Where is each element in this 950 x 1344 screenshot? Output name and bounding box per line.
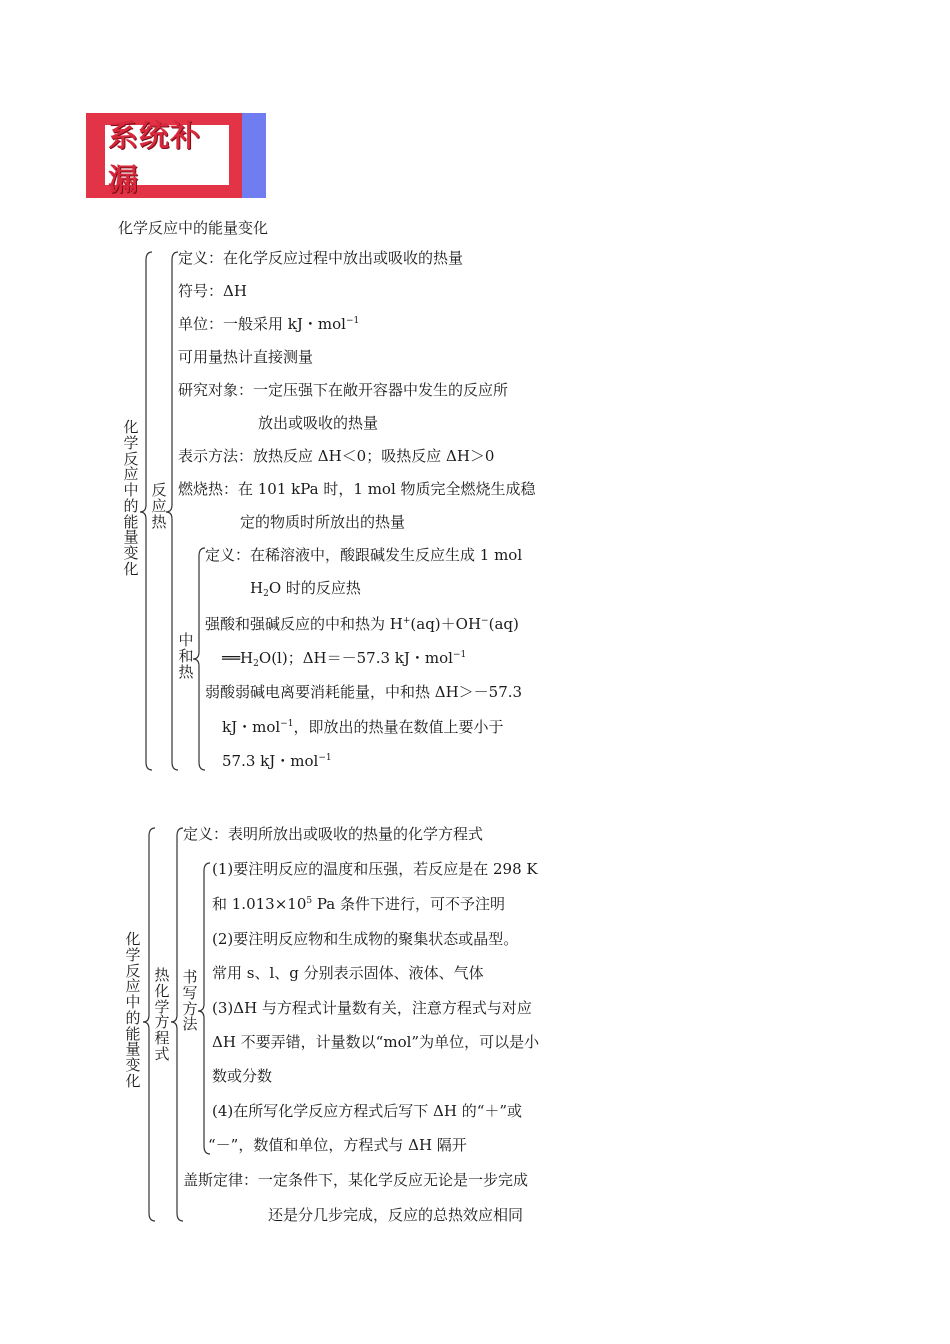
nh-definition-1: 定义：在稀溶液中，酸跟碱发生反应生成 1 mol	[205, 546, 523, 564]
nh-weak-2	[222, 720, 503, 735]
wm-rule-3a: (3)ΔH 与方程式计量数有关，注意方程式与对应	[212, 999, 532, 1017]
rh-object-2: 放出或吸收的热量	[258, 414, 379, 432]
wm-rule-3b: ΔH 不要弄错，计量数以“mol”为单位，可以是小	[212, 1033, 540, 1051]
nh-strong1-pre: 强酸和强碱反应的中和热为 H	[205, 615, 403, 633]
nh-strong2-pre: ══H	[222, 649, 254, 667]
writing-method-label: 书写方法	[182, 968, 198, 1034]
nh-weak3-text: 57.3 kJ・mol	[222, 752, 319, 770]
te-definition: 定义：表明所放出或吸收的热量的化学方程式	[183, 825, 484, 843]
nh-weak2-unit: kJ・mol	[222, 718, 281, 736]
nh-strong2-post: O(l)；ΔH＝－57.3 kJ・mol	[258, 649, 453, 667]
nh-strong1-sup2: −	[481, 616, 489, 626]
section2-outer-label: 化学反应中的能量变化	[125, 930, 141, 1090]
wm-rule1b-sup: 5	[306, 896, 313, 906]
hess-law-1: 盖斯定律：一定条件下，某化学反应无论是一步完成	[183, 1171, 529, 1189]
rh-unit	[178, 317, 359, 332]
combustion-heat-1: 燃烧热：在 101 kPa 时，1 mol 物质完全燃烧生成稳	[178, 480, 536, 498]
rh-expression: 表示方法：放热反应 ΔH＜0；吸热反应 ΔH＞0	[178, 447, 495, 465]
rh-definition: 定义：在化学反应过程中放出或吸收的热量	[178, 249, 464, 267]
nh-weak3-exp: −1	[318, 753, 332, 763]
thermo-equation-label: 热化学方程式	[154, 966, 170, 1063]
nh-definition-2	[250, 581, 361, 599]
nh-strong-2	[222, 651, 466, 669]
nh-strong2-sub: 2	[253, 659, 259, 669]
nh-weak2-post: ，即放出的热量在数值上要小于	[293, 718, 504, 736]
nh-def2-sub: 2	[263, 589, 269, 599]
combustion-heat-2: 定的物质时所放出的热量	[240, 513, 406, 531]
nh-def2-post: O 时的反应热	[268, 579, 361, 597]
reaction-heat-label: 反应热	[151, 481, 167, 531]
nh-weak-3	[222, 754, 332, 769]
wm-rule1b-post: Pa 条件下进行，可不予注明	[312, 895, 506, 913]
neutral-heat-label: 中和热	[178, 631, 194, 681]
page-heading: 化学反应中的能量变化	[118, 219, 269, 237]
nh-weak2-exp: −1	[280, 719, 294, 729]
rh-measure: 可用量热计直接测量	[178, 348, 314, 366]
nh-strong2-exp: −1	[452, 650, 467, 660]
wm-rule-2a: (2)要注明反应物和生成物的聚集状态或晶型。	[212, 930, 519, 948]
nh-strong-1	[205, 617, 519, 632]
hess-law-2: 还是分几步完成，反应的总热效应相同	[268, 1206, 524, 1224]
rh-unit-exp: −1	[345, 316, 360, 326]
wm-rule-3c: 数或分数	[212, 1067, 273, 1085]
wm-rule-1a: (1)要注明反应的温度和压强，若反应是在 298 K	[212, 860, 538, 878]
nh-weak-1: 弱酸弱碱电离要消耗能量，中和热 ΔH＞－57.3	[205, 683, 523, 701]
nh-def2-pre: H	[250, 579, 264, 597]
rh-unit-text: 单位：一般采用 kJ・mol	[178, 315, 346, 333]
wm-rule1b-pre: 和 1.013×10	[212, 895, 307, 913]
wm-rule-1b	[212, 897, 505, 912]
banner-title: 系统补漏	[108, 119, 201, 198]
wm-rule-2b: 常用 s、l、g 分别表示固体、液体、气体	[212, 964, 484, 982]
section1-outer-label: 化学反应中的能量变化	[123, 418, 139, 578]
nh-strong1-mid: (aq)＋OH	[410, 615, 482, 633]
rh-object-1: 研究对象：一定压强下在敞开容器中发生的反应所	[178, 381, 509, 399]
wm-rule-4a: (4)在所写化学反应方程式后写下 ΔH 的“＋”或	[212, 1102, 523, 1120]
rh-symbol: 符号：ΔH	[178, 282, 247, 300]
nh-strong1-post: (aq)	[488, 615, 519, 633]
nh-strong1-sup1: +	[402, 616, 411, 626]
wm-rule-4b: “－”，数值和单位，方程式与 ΔH 隔开	[208, 1136, 467, 1154]
